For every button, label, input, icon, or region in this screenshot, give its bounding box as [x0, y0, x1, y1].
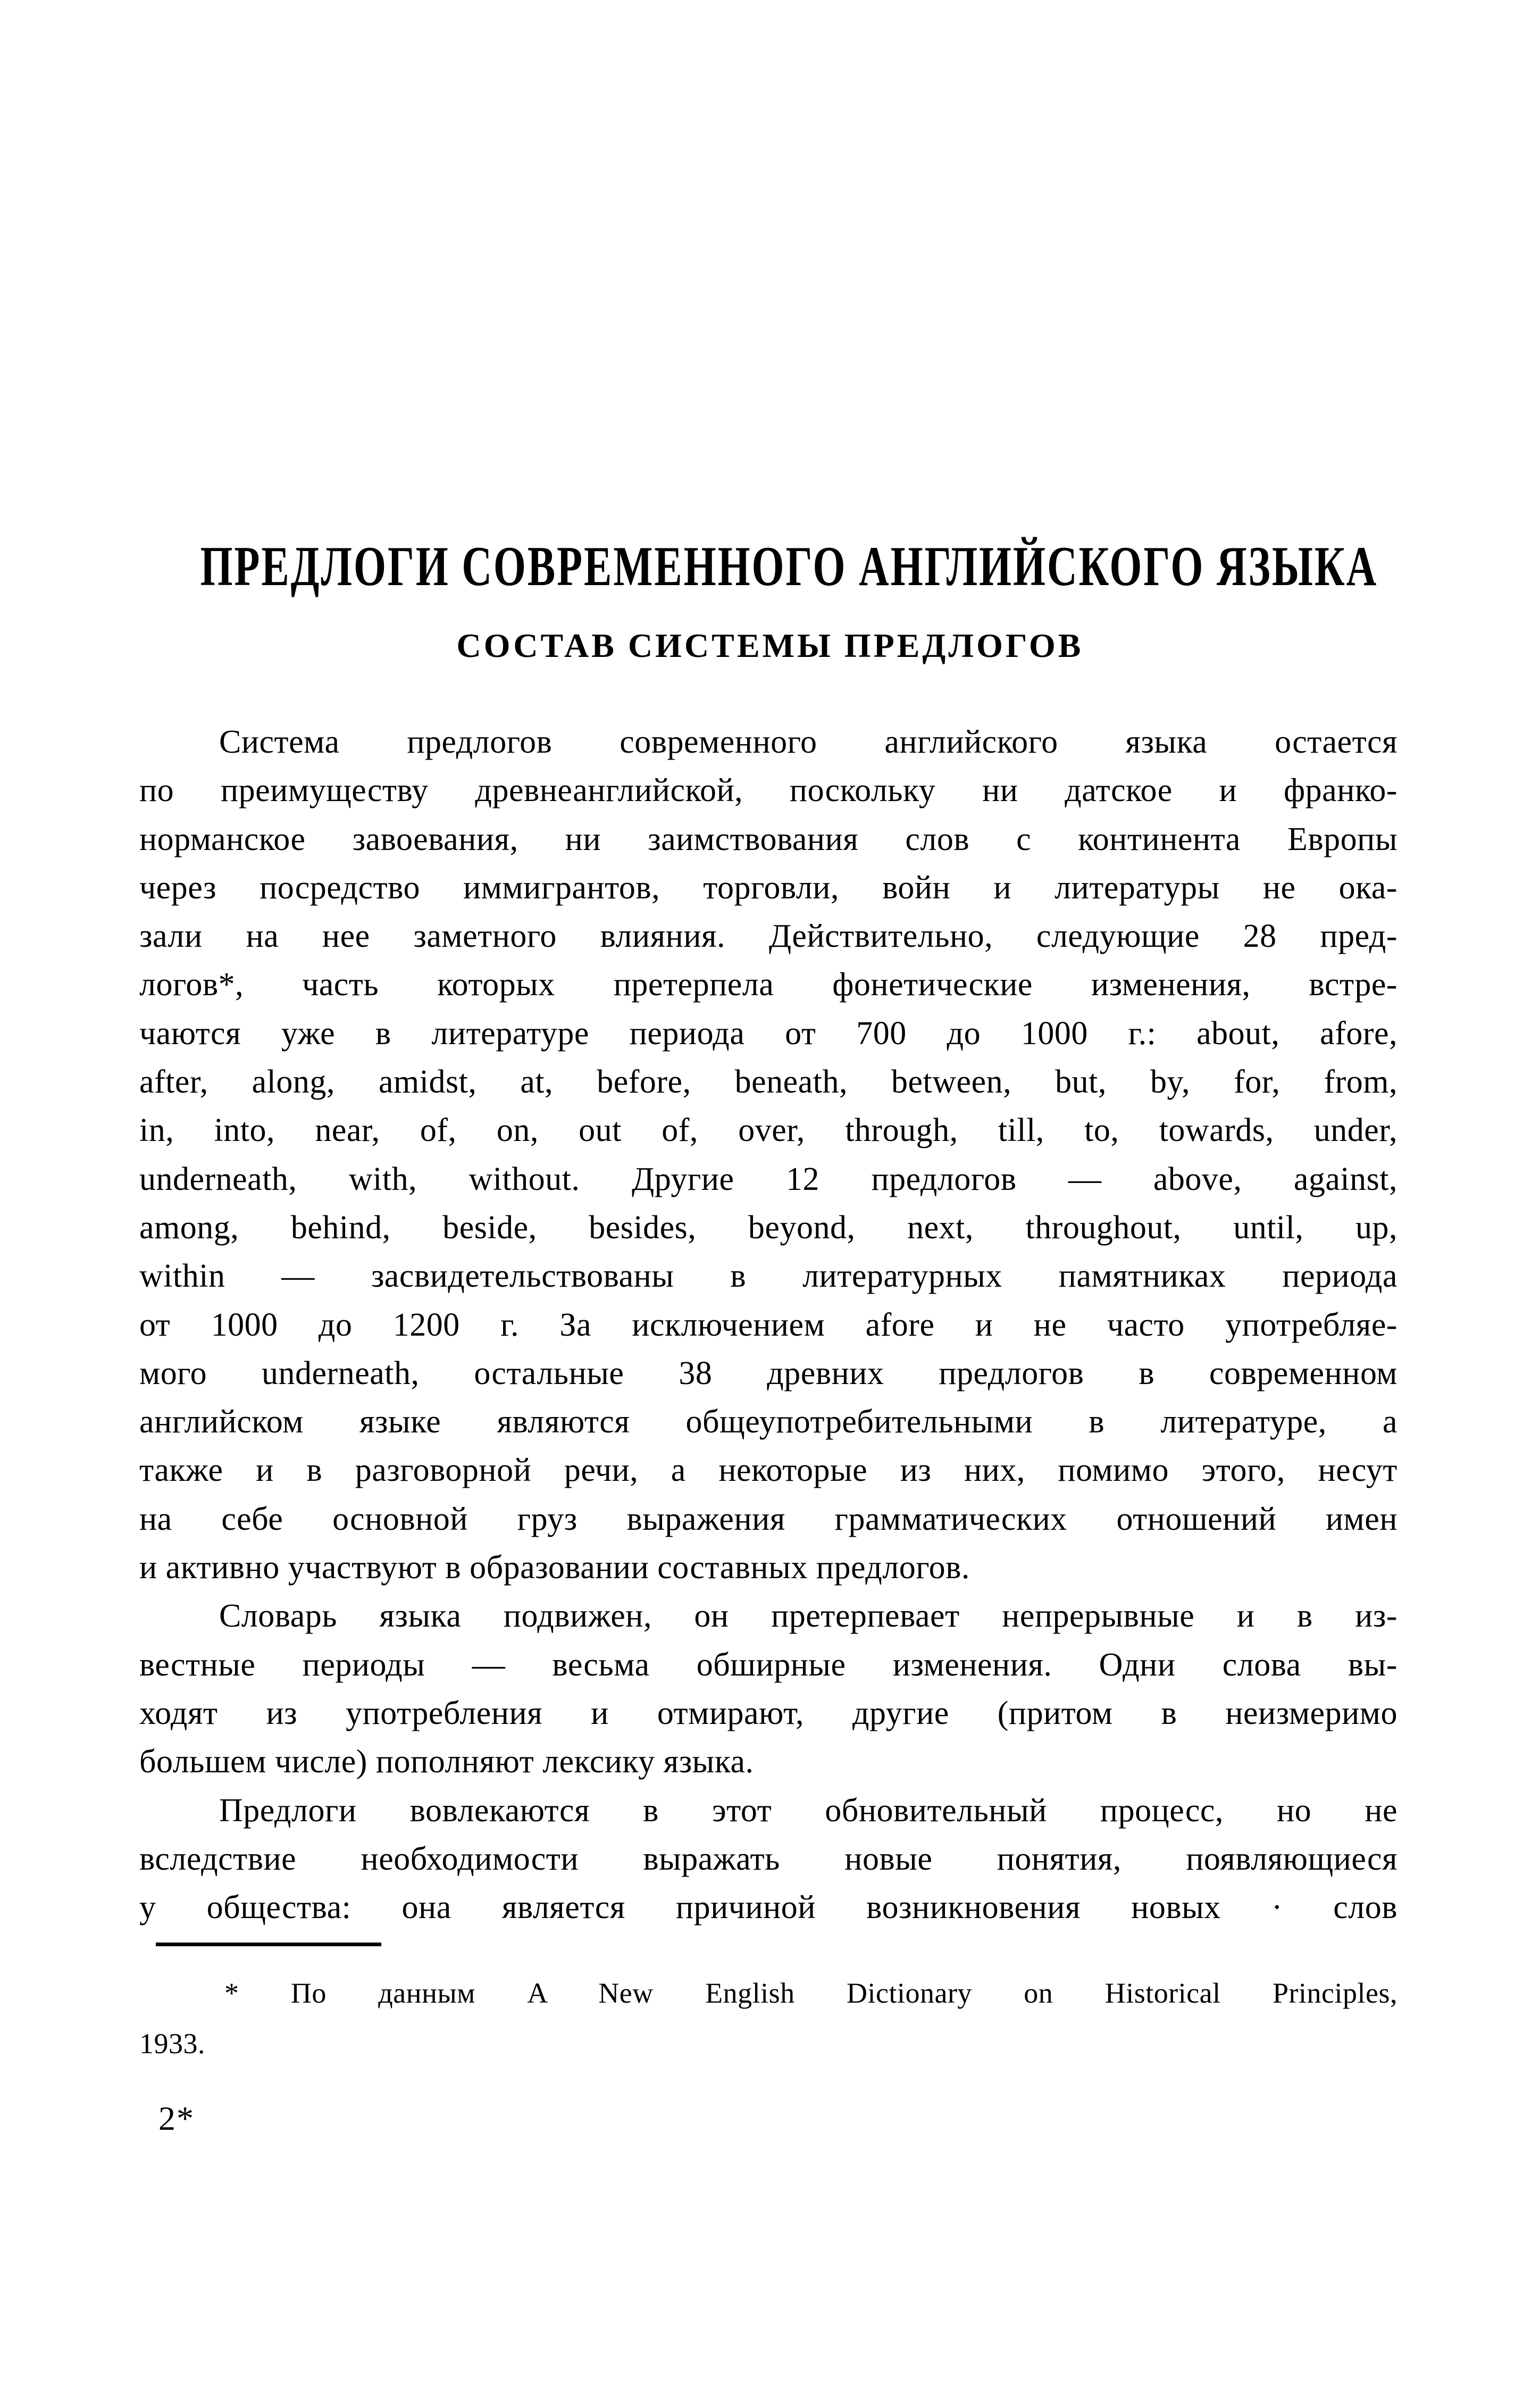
body-line: английском языке являются общеупотребительными в литературе, а [139, 1404, 1397, 1440]
body-line: within — засвидетельствованы в литературных памятниках периода [139, 1258, 1397, 1295]
body-line: Словарь языка подвижен, он претерпевает непрерывные и в из- [219, 1598, 1397, 1635]
body-line: норманское завоевания, ни заимствования слов с континента Европы [139, 821, 1397, 857]
footnote [139, 1968, 1397, 2069]
body-line: на себе основной груз выражения грамматических отношений имен [139, 1501, 1397, 1537]
page-signature: 2* [158, 2099, 195, 2137]
body-line: мого underneath, остальные 38 древних предлогов в современном [139, 1355, 1397, 1391]
body-line: in, into, near, of, on, out of, over, through, till, to, towards, under, [139, 1112, 1397, 1149]
body-line: Система предлогов современного английского языка остается [219, 724, 1397, 760]
body-line: зали на нее заметного влияния. Действительно, следующие 28 пред- [139, 918, 1397, 955]
body-text [139, 718, 1397, 1932]
body-line: логов*, часть которых претерпела фонетические изменения, встре- [139, 966, 1397, 1003]
body-line: вестные периоды — весьма обширные изменения. Одни слова вы- [139, 1646, 1397, 1683]
body-line: вследствие необходимости выражать новые понятия, появляющиеся [139, 1840, 1397, 1877]
body-line: также и в разговорной речи, а некоторые из них, помимо этого, несут [139, 1452, 1397, 1489]
body-line: чаются уже в литературе периода от 700 до 1000 г.: about, afore, [139, 1015, 1397, 1052]
body-line: через посредство иммигрантов, торговли, войн и литературы не ока- [139, 869, 1397, 906]
body-line: по преимуществу древнеанглийской, поскольку ни датское и франко- [139, 772, 1397, 809]
body-line: у общества: она является причиной возникновения новых · слов [139, 1889, 1397, 1926]
body-line: after, along, amidst, at, before, beneath, between, but, by, for, from, [139, 1064, 1397, 1101]
page-title: ПРЕДЛОГИ СОВРЕМЕННОГО АНГЛИЙСКОГО ЯЗЫКА [200, 535, 1378, 597]
body-line: among, behind, beside, besides, beyond, next, throughout, until, up, [139, 1209, 1397, 1246]
body-line: Предлоги вовлекаются в этот обновительный процесс, но не [219, 1792, 1397, 1829]
body-line: ходят из употребления и отмирают, другие (притом в неизмеримо [139, 1695, 1397, 1731]
footnote-line: * По данным A New English Dictionary on Historical Principles, [224, 1977, 1397, 2009]
footnote-divider [156, 1943, 381, 1946]
body-line: большем числе) пополняют лексику языка. [139, 1744, 754, 1780]
body-line: и активно участвуют в образовании составных предлогов. [139, 1549, 970, 1586]
footnote-line: 1933. [139, 2028, 205, 2060]
body-line: underneath, with, without. Другие 12 предлогов — above, against, [139, 1161, 1397, 1197]
section-subtitle: СОСТАВ СИСТЕМЫ ПРЕДЛОГОВ [456, 627, 1084, 664]
body-line: от 1000 до 1200 г. За исключением afore и не часто употребляе- [139, 1306, 1397, 1343]
